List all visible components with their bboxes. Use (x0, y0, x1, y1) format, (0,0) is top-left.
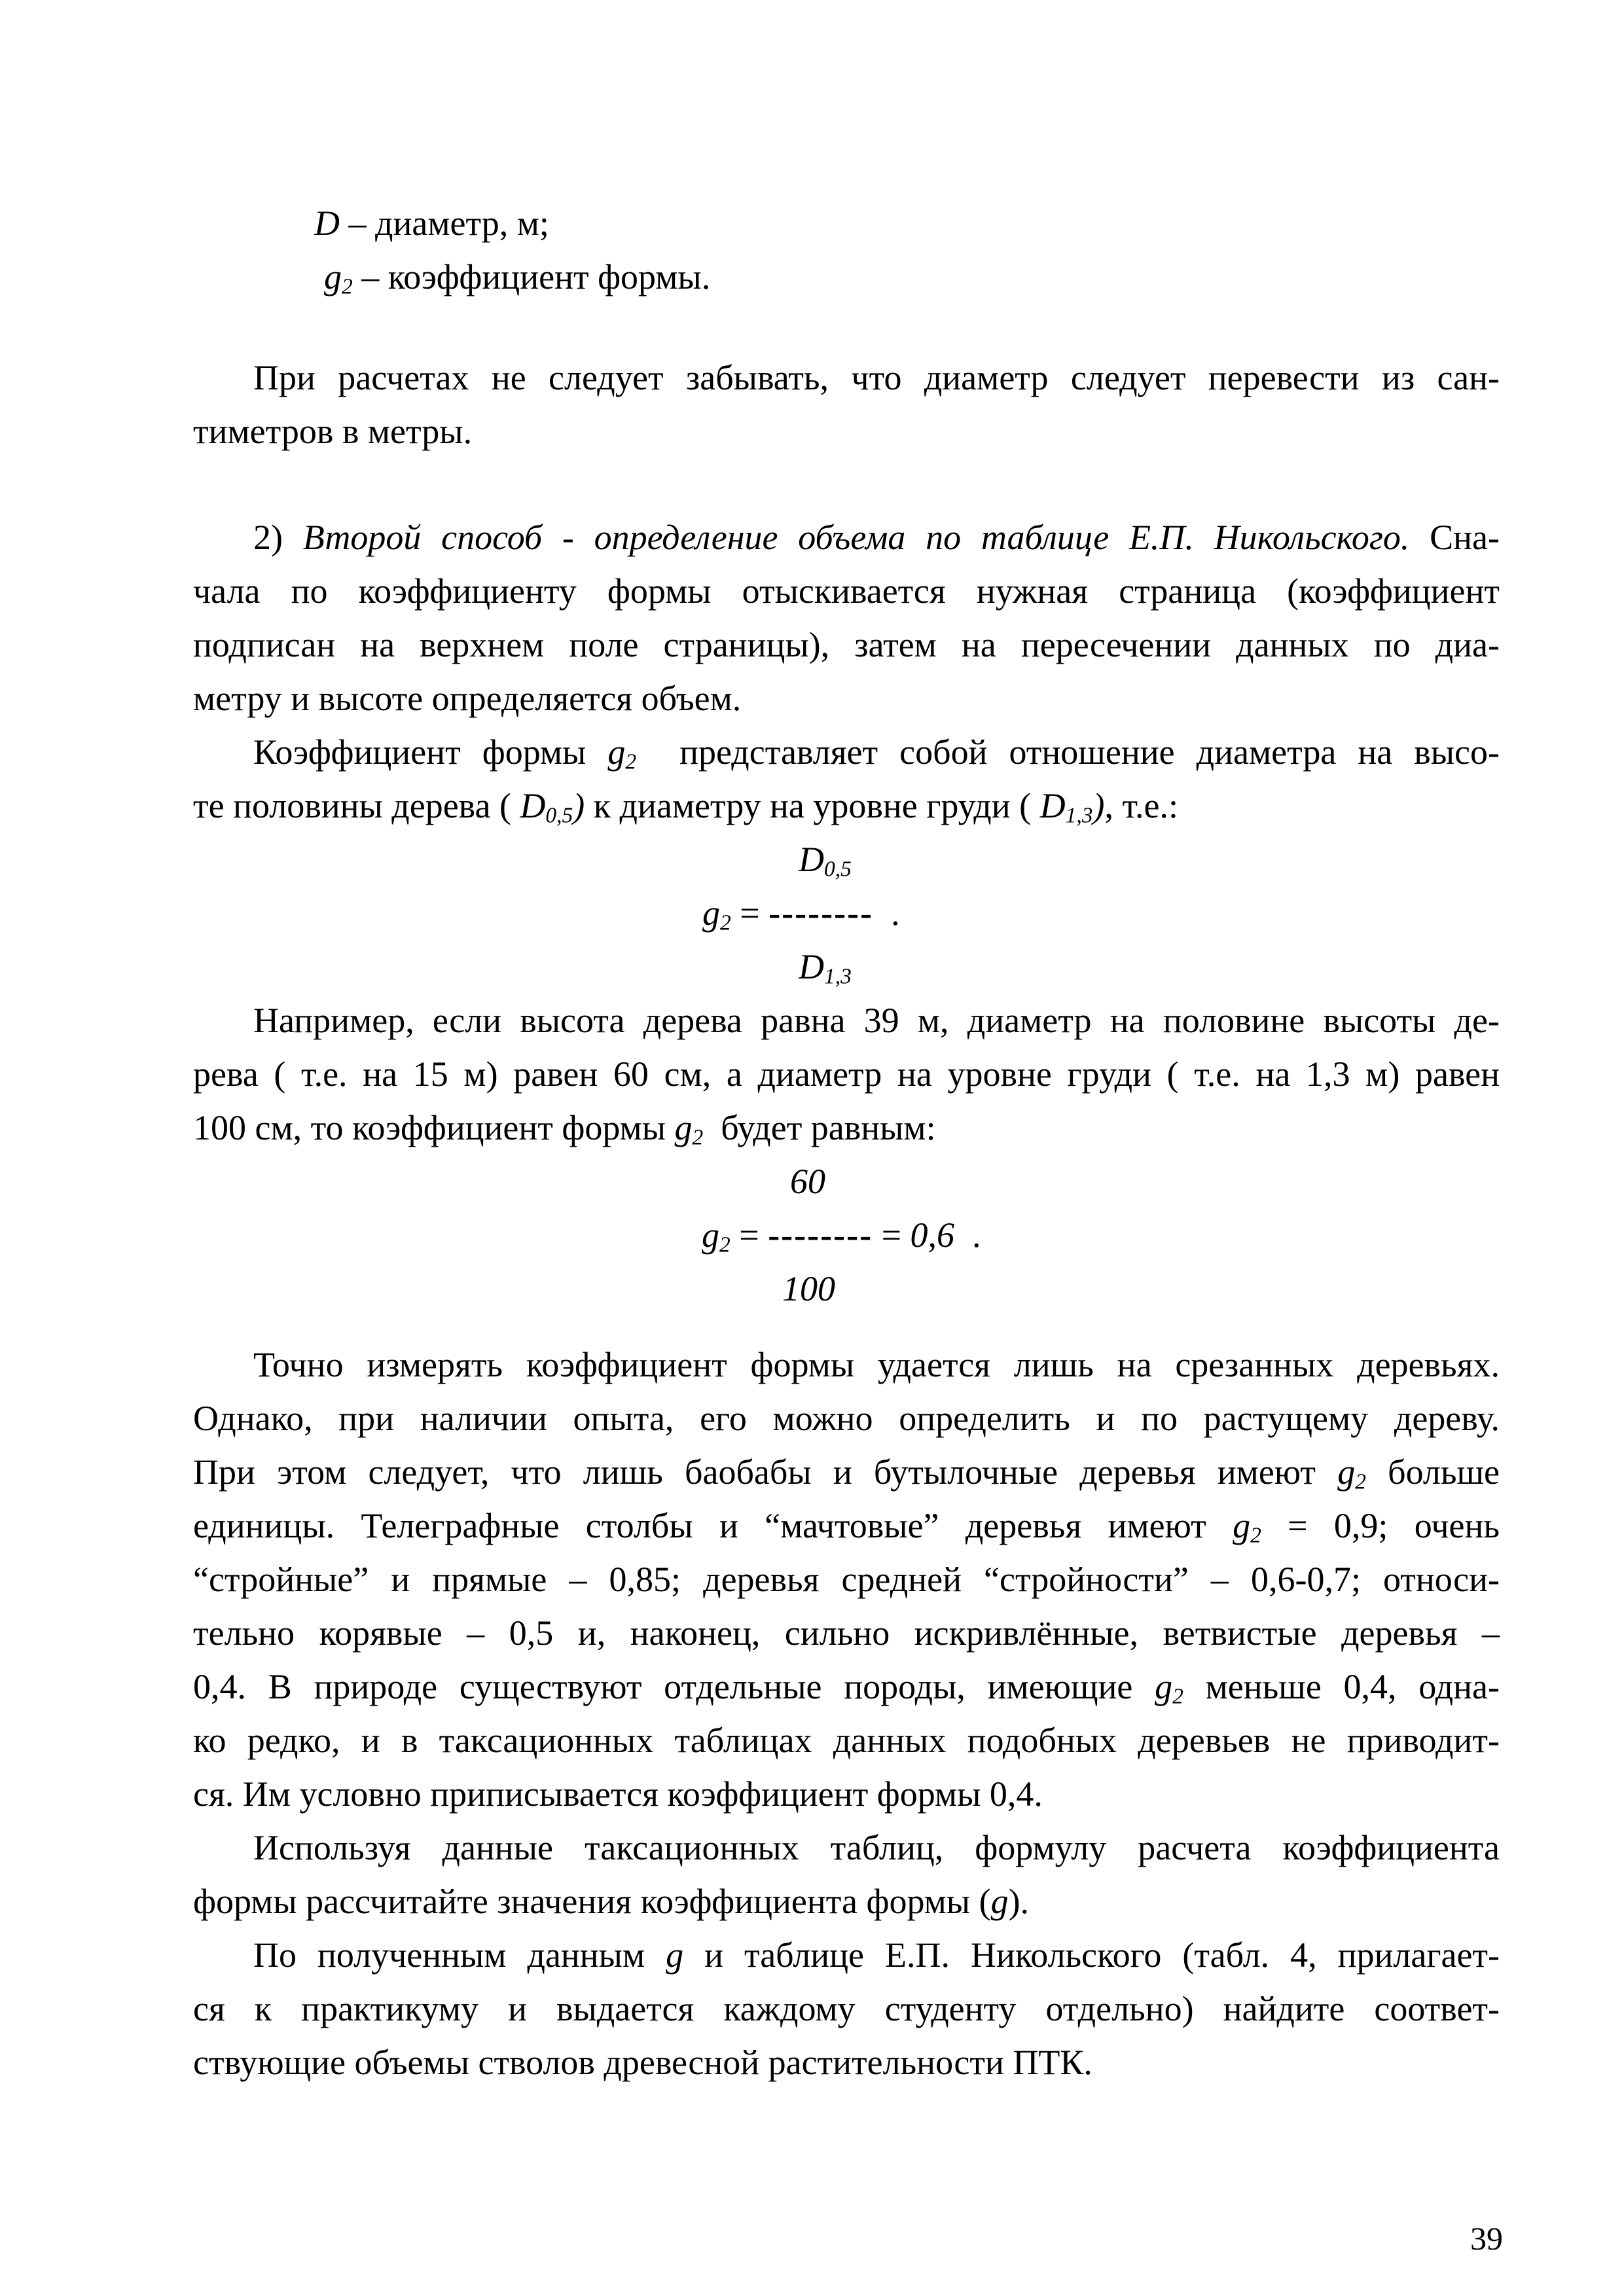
text-line: $g_2$ – коэффициент формы. (324, 257, 711, 299)
paragraph-measuring-notes (193, 1338, 1500, 1821)
text-line: Например, если высота дерева равна 39 м, диаметр на половине высоты де- (253, 1001, 1500, 1040)
paragraph-units-note (193, 351, 1500, 458)
text-line: При расчетах не следует забывать, что диаметр следует перевести из сан- (253, 358, 1500, 397)
paragraph-form-coefficient (193, 725, 1500, 833)
text-line: формы рассчитайте значения коэффициента формы (g). (193, 1882, 1030, 1921)
page-number: 39 (1470, 2220, 1503, 2257)
paragraph-second-method (193, 511, 1500, 725)
text-line: 60 (790, 1162, 825, 1201)
text-line: рева ( т.е. на 15 м) равен 60 см, а диаметр на уровне груди ( т.е. на 1,3 м) равен (193, 1054, 1500, 1094)
text-line: 0,4. В природе существуют отдельные породы, имеющие $g_2$ меньше 0,4, одна- (193, 1667, 1500, 1709)
text-line: 100 см, то коэффициент формы $g_2$ будет равным: (193, 1108, 936, 1150)
text-line: $D_{1,3}$ (799, 947, 852, 989)
text-line: При этом следует, что лишь баобабы и бутылочные деревья имеют $g_2$ больше (193, 1452, 1500, 1494)
paragraph-task-volumes (193, 1928, 1500, 2089)
text-line: тельно корявые – 0,5 и, наконец, сильно искривлённые, ветвистые деревья – (193, 1613, 1500, 1653)
variable-definitions (193, 196, 1500, 304)
text-line: D – диаметр, м; (314, 204, 549, 243)
text-line: чала по коэффициенту формы отыскивается нужная страница (коэффициент (193, 571, 1500, 611)
text-line: ся к практикуму и выдается каждому студенту отдельно) найдите соответ- (193, 1989, 1500, 2028)
text-line: 2) Второй способ - определение объема по таблице Е.П. Никольского. Сна- (253, 518, 1500, 557)
text-line: $g_2$ = -------- . (702, 893, 900, 935)
text-line: те половины дерева ( $D_{0,5}$) к диаметру на уровне груди ( $D_{1,3}$), т.е.: (193, 786, 1178, 828)
text-line: По полученным данным g и таблице Е.П. Никольского (табл. 4, прилагает- (253, 1935, 1500, 1975)
formula-g2-definition (193, 833, 1500, 994)
text-line: “стройные” и прямые – 0,85; деревья средней “стройности” – 0,6-0,7; относи- (193, 1560, 1500, 1599)
text-line: Точно измерять коэффициент формы удается лишь на срезанных деревьях. (253, 1345, 1500, 1384)
text-line: Однако, при наличии опыта, его можно определить и по растущему дереву. (193, 1399, 1500, 1438)
text-line: единицы. Телеграфные столбы и “мачтовые” деревья имеют $g_2 = 0,9$; очень (193, 1506, 1500, 1548)
text-line: $g_2$ = -------- = 0,6 . (702, 1215, 981, 1257)
formula-g2-example (193, 1155, 1500, 1316)
text-line: 100 (782, 1269, 835, 1308)
text-line: метру и высоте определяется объем. (193, 679, 742, 718)
text-line: Используя данные таксационных таблиц, формулу расчета коэффициента (253, 1828, 1500, 1867)
text-line: Коэффициент формы $g_2$ представляет собой отношение диаметра на высо- (253, 732, 1500, 774)
text-line: подписан на верхнем поле страницы), затем на пересечении данных по диа- (193, 625, 1500, 664)
text-line: ко редко, и в таксационных таблицах данных подобных деревьев не приводит- (193, 1721, 1500, 1760)
text-line: ствующие объемы стволов древесной растительности ПТК. (193, 2043, 1092, 2082)
text-line: ся. Им условно приписывается коэффициент формы 0,4. (193, 1774, 1043, 1814)
paragraph-task-calculate (193, 1821, 1500, 1928)
text-line: тиметров в метры. (193, 412, 473, 451)
paragraph-example (193, 994, 1500, 1155)
text-line: $D_{0,5}$ (799, 840, 852, 882)
